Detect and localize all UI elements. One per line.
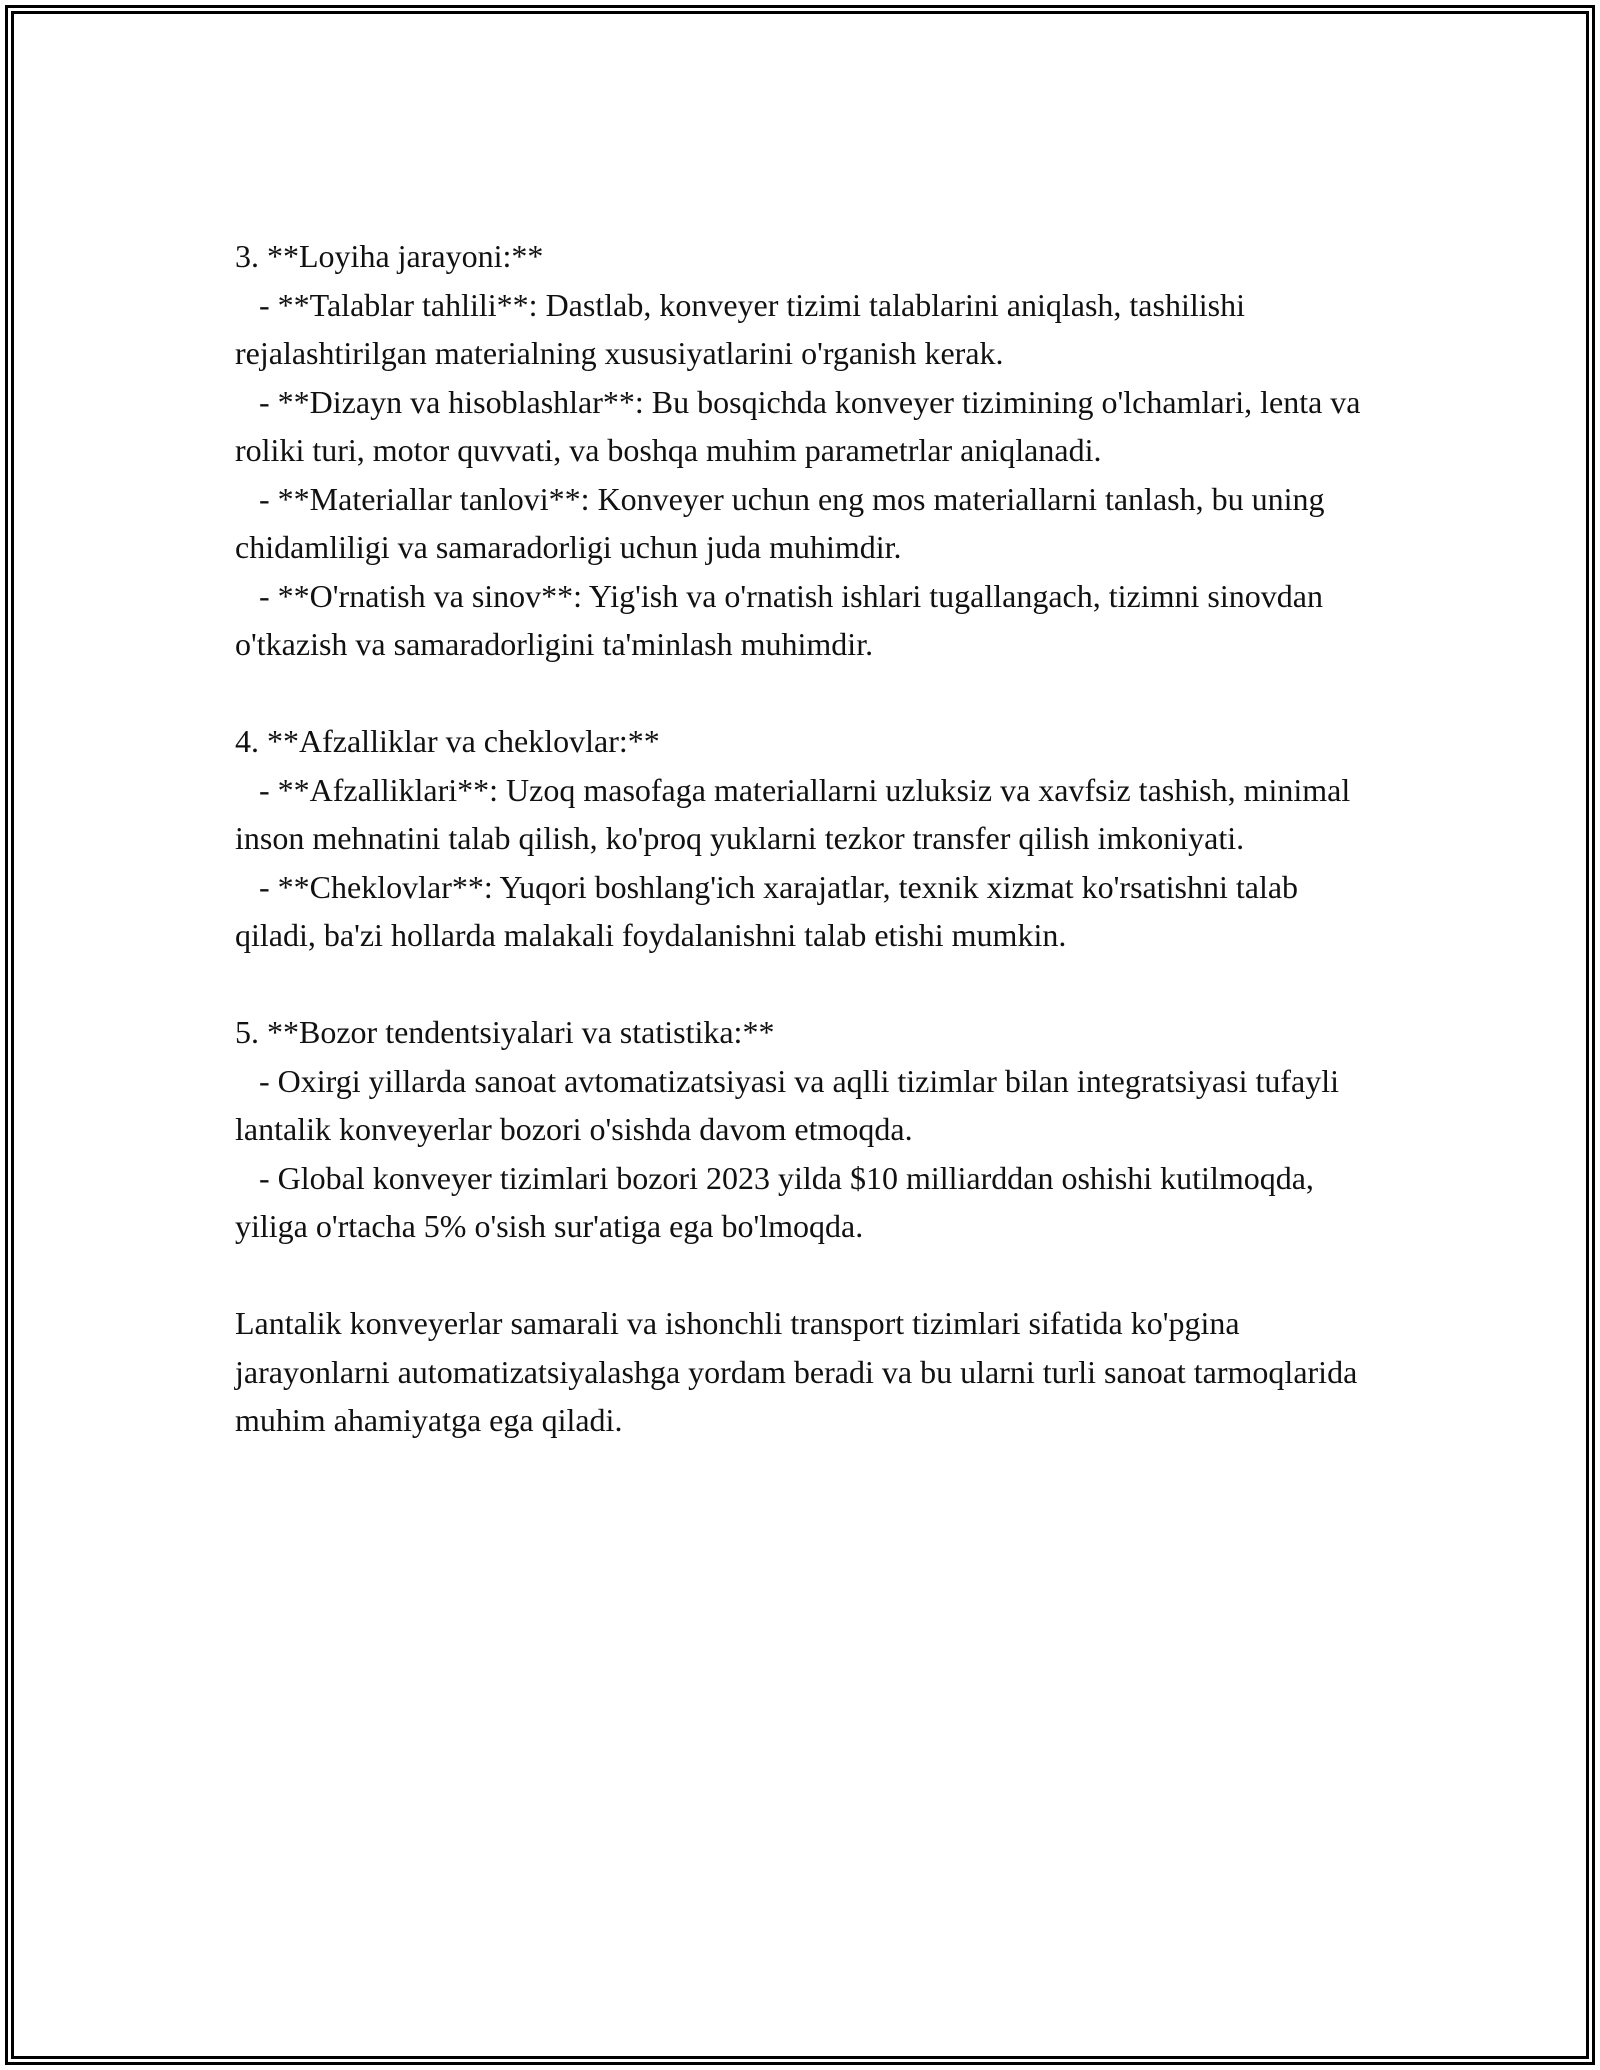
section-3-item-requirements: - **Talablar tahlili**: Dastlab, konveyer tizimi talablarini aniqlash, tashilishi rejalashtirilgan materialning xususiyatlarini o'rganish kerak.	[235, 286, 1253, 371]
paragraph-gap	[235, 1251, 1385, 1300]
section-5-item-growth: - Oxirgi yillarda sanoat avtomatizatsiyasi va aqlli tizimlar bilan integratsiyasi tufayli lantalik konveyerlar bozori o'sishda davom etmoqda.	[235, 1062, 1347, 1147]
section-4-item-limitations: - **Cheklovlar**: Yuqori boshlang'ich xarajatlar, texnik xizmat ko'rsatishni talab qiladi, ba'zi hollarda malakali foydalanishni talab etishi mumkin.	[235, 868, 1307, 953]
conclusion-paragraph: Lantalik konveyerlar samarali va ishonchli transport tizimlari sifatida ko'pgina jarayonlarni automatizatsiyalashga yordam beradi va bu ularni turli sanoat tarmoqlarida muhim ahamiyatga ega qiladi.	[235, 1305, 1366, 1438]
paragraph-gap	[235, 960, 1385, 1009]
section-3-item-materials: - **Materiallar tanlovi**: Konveyer uchun eng mos materiallarni tanlash, bu uning chidamliligi va samaradorligi uchun juda muhimdir.	[235, 480, 1333, 565]
paragraph-gap	[235, 669, 1385, 718]
section-3-item-installation: - **O'rnatish va sinov**: Yig'ish va o'rnatish ishlari tugallangach, tizimni sinovdan o'tkazish va samaradorligini ta'minlash muhimdir.	[235, 577, 1331, 662]
section-4-heading: 4. **Afzalliklar va cheklovlar:**	[235, 723, 660, 759]
section-5-item-market: - Global konveyer tizimlari bozori 2023 yilda $10 milliarddan oshishi kutilmoqda, yiliga o'rtacha 5% o'sish sur'atiga ega bo'lmoqda.	[235, 1159, 1322, 1244]
document-body	[235, 232, 1385, 1445]
section-5-heading: 5. **Bozor tendentsiyalari va statistika:**	[235, 1014, 775, 1050]
section-3-heading: 3. **Loyiha jarayoni:**	[235, 238, 544, 274]
section-4-item-advantages: - **Afzalliklari**: Uzoq masofaga materiallarni uzluksiz va xavfsiz tashish, minimal inson mehnatini talab qilish, ko'proq yuklarni tezkor transfer qilish imkoniyati.	[235, 771, 1359, 856]
section-3-item-design: - **Dizayn va hisoblashlar**: Bu bosqichda konveyer tizimining o'lchamlari, lenta va roliki turi, motor quvvati, va boshqa muhim parametrlar aniqlanadi.	[235, 383, 1369, 468]
